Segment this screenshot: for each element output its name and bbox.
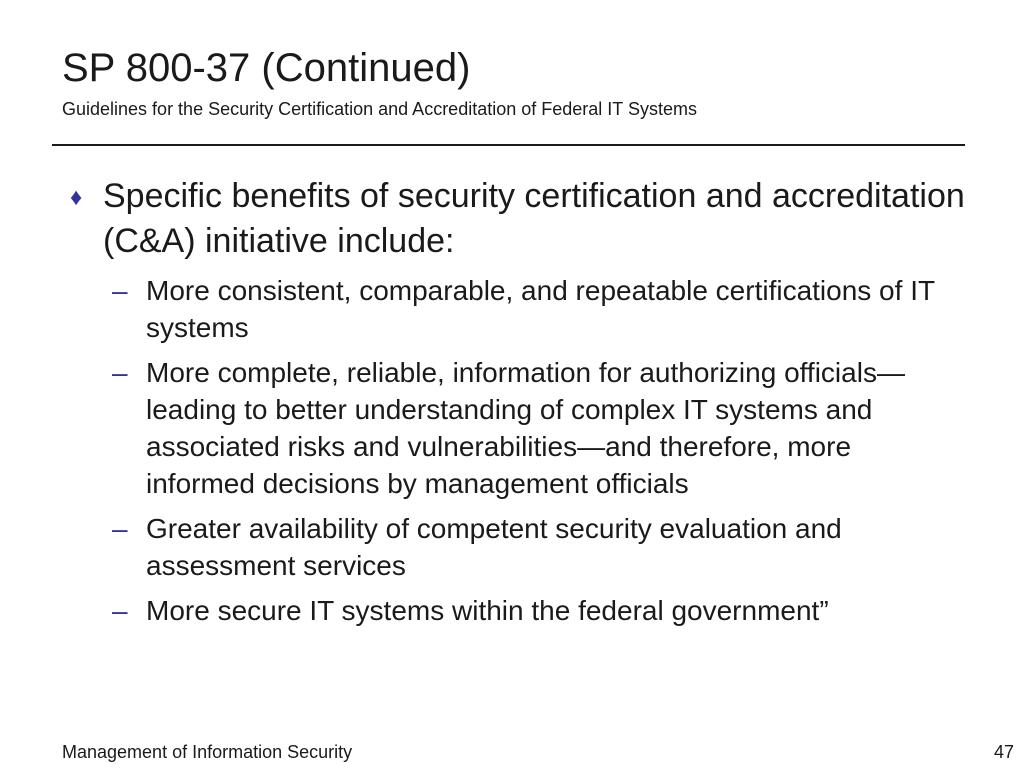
- main-bullet: [60, 174, 965, 264]
- dash-bullet-icon: –: [112, 595, 128, 626]
- dash-bullet-icon: –: [112, 275, 128, 306]
- diamond-bullet-icon: ♦: [70, 184, 83, 211]
- slide-subtitle: Guidelines for the Security Certification and Accreditation of Federal IT Systems: [62, 99, 697, 119]
- dash-bullet-icon: –: [112, 513, 128, 544]
- sub-bullet-item: [60, 592, 965, 629]
- sub-bullet-item: [60, 354, 965, 502]
- sub-bullet-text: More complete, reliable, information for authorizing officials—leading to better understanding of complex IT systems and associated risks and vulnerabilities—and therefore, more informed decisions by management officials: [146, 357, 905, 499]
- footer-course-title: Management of Information Security: [62, 742, 353, 762]
- dash-bullet-icon: –: [112, 357, 128, 388]
- sub-bullet-list: [60, 272, 965, 629]
- sub-bullet-item: [60, 510, 965, 584]
- slide-title: SP 800-37 (Continued): [62, 46, 471, 90]
- sub-bullet-text: More secure IT systems within the federal government”: [146, 595, 829, 626]
- sub-bullet-text: Greater availability of competent security evaluation and assessment services: [146, 513, 842, 581]
- main-bullet-text: Specific benefits of security certification and accreditation (C&A) initiative include:: [103, 177, 965, 260]
- sub-bullet-item: [60, 272, 965, 346]
- sub-bullet-text: More consistent, comparable, and repeatable certifications of IT systems: [146, 275, 935, 343]
- slide-body: [60, 174, 965, 637]
- page-number: 47: [993, 742, 1014, 762]
- title-divider: [52, 144, 965, 146]
